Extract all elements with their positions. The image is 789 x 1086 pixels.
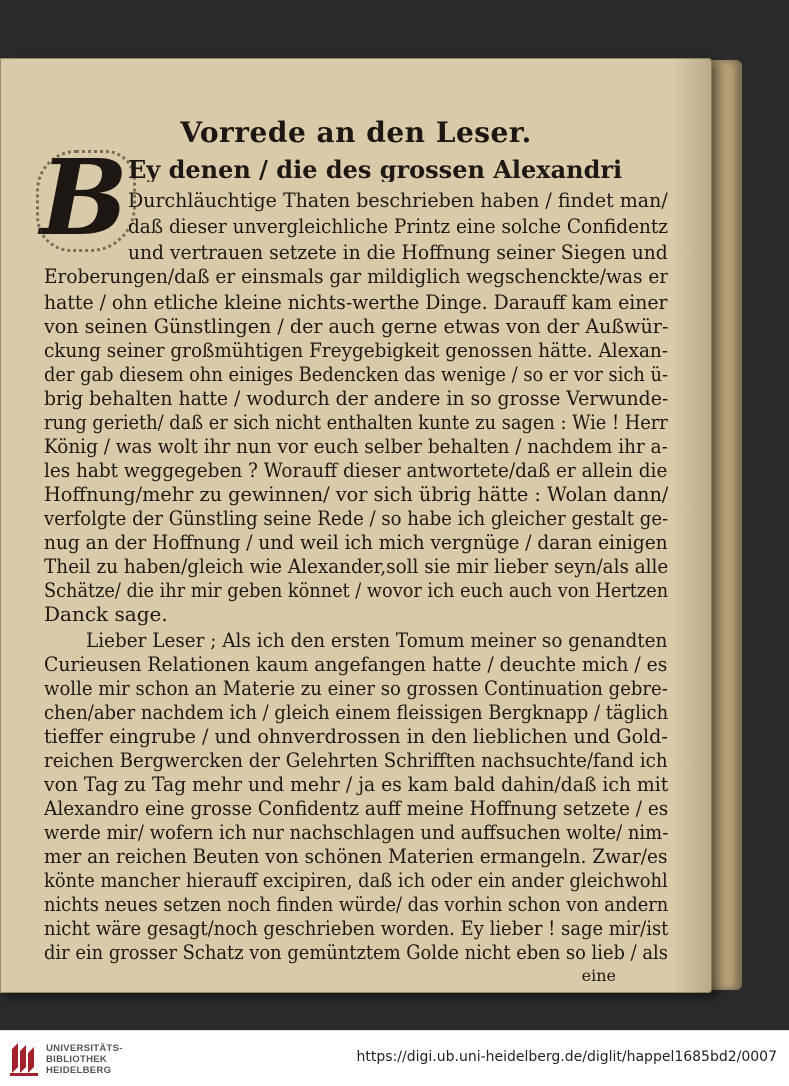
text-line: Eroberungen/daß er einsmals gar mildiglich wegschenckte/was er <box>44 264 669 288</box>
text-line: nug an der Hoffnung / und weil ich mich vergnüge / daran einigen <box>44 530 668 554</box>
text-line: ckung seiner großmühtigen Freygebigkeit genossen hätte. Alexan- <box>44 338 668 362</box>
text-line: von seinen Günstlingen / der auch gerne etwas von der Außwür- <box>44 314 669 338</box>
text-line: Danck sage. <box>44 602 168 626</box>
text-line: von Tag zu Tag mehr und mehr / ja es kam bald dahin/daß ich mit <box>44 772 669 796</box>
text-line: und vertrauen setzete in die Hoffnung seiner Siegen und <box>128 240 668 264</box>
text-line: mer an reichen Beuten von schönen Materien ermangeln. Zwar/es <box>44 844 668 868</box>
library-name-line2: BIBLIOTHEK <box>46 1054 108 1065</box>
text-line: wolle mir schon an Materie zu einer so grossen Continuation gebre- <box>44 676 668 700</box>
text-line: Hoffnung/mehr zu gewinnen/ vor sich übrig hätte : Wolan dann/ <box>44 482 669 506</box>
university-library-logo-icon[interactable] <box>8 1039 40 1077</box>
text-line: Alexandro eine grosse Confidentz auff meine Hoffnung setzete / es <box>44 796 669 820</box>
text-line: Theil zu haben/gleich wie Alexander,soll sie mir lieber seyn/als alle <box>44 554 669 578</box>
text-line: brig behalten hatte / wodurch der andere in so grosse Verwunde- <box>44 386 669 410</box>
text-line: dir ein grosser Schatz von gemüntztem Golde nicht eben so lieb / als <box>44 940 668 964</box>
page-heading: Vorrede an den Leser. <box>180 116 532 149</box>
text-line: nicht wäre gesagt/noch geschrieben worden. Ey lieber ! sage mir/ist <box>44 916 669 940</box>
text-line: rung gerieth/ daß er sich nicht enthalten kunte zu sagen : Wie ! Herr <box>44 410 668 434</box>
text-body <box>0 58 712 993</box>
library-name-line3: HEIDELBERG <box>46 1065 112 1076</box>
library-name <box>46 1043 123 1076</box>
book-page <box>0 58 712 993</box>
text-line: Schätze/ die ihr mir geben könnet / wovor ich euch auch von Hertzen <box>44 578 669 602</box>
catchword: eine <box>581 966 616 985</box>
text-line: König / was wolt ihr nun vor euch selber behalten / nachdem ihr a- <box>44 434 668 458</box>
text-line: nichts neues setzen noch finden würde/ das vorhin schon von andern <box>44 892 669 916</box>
text-line: chen/aber nachdem ich / gleich einem fleissigen Bergknapp / täglich <box>44 700 669 724</box>
text-line: reichen Bergwercken der Gelehrten Schrifften nachsuchte/fand ich <box>44 748 668 772</box>
text-line: daß dieser unvergleichliche Printz eine solche Confidentz <box>128 214 669 238</box>
text-line: werde mir/ wofern ich nur nachschlagen und auffsuchen wolte/ nim- <box>44 820 669 844</box>
text-line: les habt weggegeben ? Worauff dieser antwortete/daß er allein die <box>44 458 668 482</box>
text-line: Lieber Leser ; Als ich den ersten Tomum meiner so genandten <box>86 628 668 652</box>
text-line: Durchläuchtige Thaten beschrieben haben / findet man/ <box>128 188 668 212</box>
text-line: Curieusen Relationen kaum angefangen hatte / deuchte mich / es <box>44 652 668 676</box>
text-line: hatte / ohn etliche kleine nichts-werthe Dinge. Darauff kam einer <box>44 290 668 314</box>
text-line: tieffer eingrube / und ohnverdrossen in den lieblichen und Gold- <box>44 724 668 748</box>
library-name-line1: UNIVERSITÄTS- <box>46 1043 123 1054</box>
text-line: der gab diesem ohn einiges Bedencken das wenige / so er vor sich ü- <box>44 362 669 386</box>
text-line: könte mancher hierauff excipiren, daß ich oder ein ander gleichwohl <box>44 868 668 892</box>
text-line: Ey denen / die des grossen Alexandri <box>128 158 623 182</box>
page-url[interactable]: https://digi.ub.uni-heidelberg.de/diglit/happel1685bd2/0007 <box>356 1049 777 1065</box>
decorated-initial: B <box>40 136 128 259</box>
viewer-footer <box>0 1030 789 1086</box>
text-line: verfolgte der Günstling seine Rede / so habe ich gleicher gestalt ge- <box>44 506 669 530</box>
